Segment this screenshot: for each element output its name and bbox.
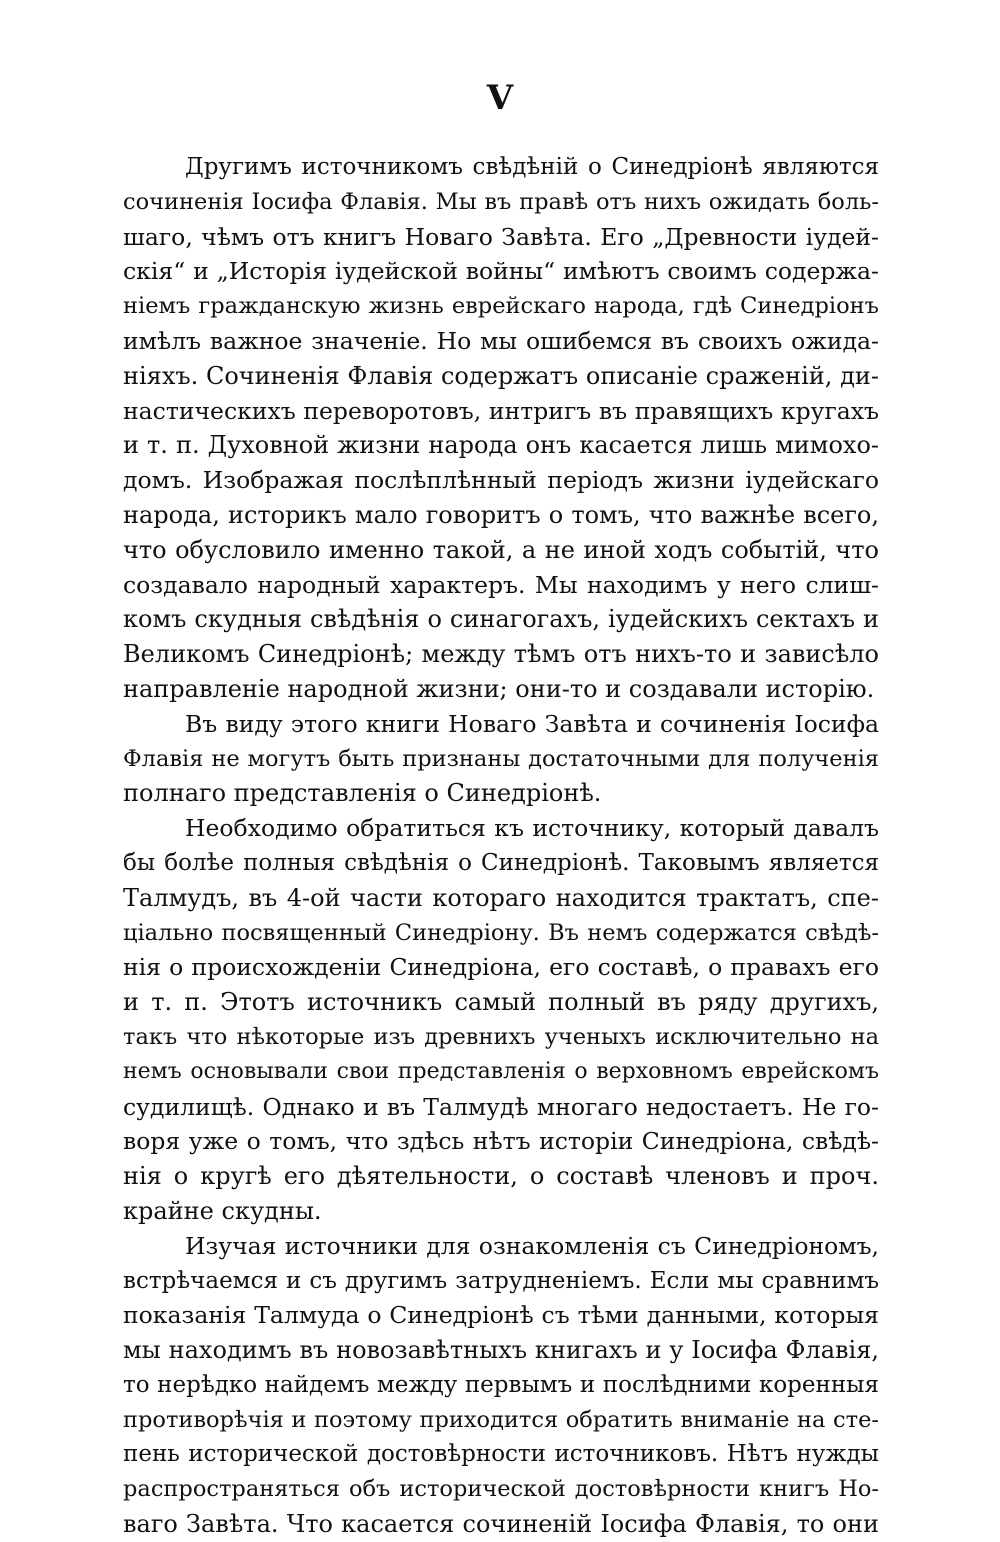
text-line: и т. п. Этотъ источникъ самый полный въ ряду другихъ,	[123, 988, 879, 1017]
text-line: ніемъ гражданскую жизнь еврейскаго народа, гдѣ Синедріонъ	[123, 293, 879, 320]
text-line: крайне скудны.	[123, 1196, 322, 1225]
text-line: ваго Завѣта. Что касается сочиненій Іосифа Флавія, то они	[123, 1510, 879, 1539]
text-line: народа, историкъ мало говоритъ о томъ, что важнѣе всего,	[123, 500, 879, 529]
text-line: Талмудъ, въ 4-ой части котораго находится трактатъ, спе-	[123, 883, 879, 912]
text-line: ніяхъ. Сочиненія Флавія содержатъ описаніе сраженій, ди-	[123, 361, 879, 390]
text-line: создавало народный характеръ. Мы находимъ у него слиш-	[123, 570, 879, 599]
text-line: Другимъ источникомъ свѣдѣній о Синедріонѣ являются	[185, 154, 879, 180]
text-line: Флавія не могутъ быть признаны достаточными для полученія	[123, 745, 879, 772]
text-line: противорѣчія и поэтому приходится обратить вниманіе на сте-	[123, 1406, 879, 1433]
text-line: бы болѣе полныя свѣдѣнія о Синедріонѣ. Таковымъ является	[123, 849, 879, 876]
text-line: нія о происхожденіи Синедріона, его составѣ, о правахъ его	[123, 953, 879, 982]
text-line: воря уже о томъ, что здѣсь нѣтъ исторіи Синедріона, свѣдѣ-	[123, 1127, 879, 1156]
text-line: показанія Талмуда о Синедріонѣ съ тѣми данными, которыя	[123, 1301, 879, 1330]
text-line: немъ основывали свои представленія о верховномъ еврейскомъ	[123, 1058, 879, 1084]
body-text	[123, 150, 879, 1542]
text-line: комъ скудныя свѣдѣнія о синагогахъ, іудейскихъ сектахъ и	[123, 605, 879, 634]
text-line: судилищѣ. Однако и въ Талмудѣ многаго недостаетъ. Не го-	[123, 1092, 879, 1121]
page-number: V	[486, 78, 514, 118]
text-line: пень исторической достовѣрности источниковъ. Нѣтъ нужды	[123, 1441, 879, 1468]
text-line: встрѣчаемся и съ другимъ затрудненіемъ. Если мы сравнимъ	[123, 1267, 879, 1294]
text-line: Великомъ Синедріонѣ; между тѣмъ отъ нихъ-то и зависѣло	[123, 640, 879, 669]
text-line: такъ что нѣкоторые изъ древнихъ ученыхъ исключительно на	[123, 1023, 879, 1050]
text-line: полнаго представленія о Синедріонѣ.	[123, 779, 602, 808]
text-line: имѣлъ важное значеніе. Но мы ошибемся въ своихъ ожида-	[123, 326, 879, 355]
text-line: то нерѣдко найдемъ между первымъ и послѣдними коренныя	[123, 1371, 879, 1398]
text-line: распространяться объ исторической достовѣрности книгъ Но-	[123, 1476, 879, 1503]
text-line: домъ. Изображая послѣплѣнный періодъ жизни іудейскаго	[123, 466, 879, 495]
text-line: Изучая источники для ознакомленія съ Синедріономъ,	[185, 1231, 879, 1260]
text-line: скія“ и „Исторія іудейской войны“ имѣютъ своимъ содержа-	[123, 257, 879, 286]
text-line: что обусловило именно такой, а не иной ходъ событій, что	[123, 535, 879, 564]
text-line: мы находимъ въ новозавѣтныхъ книгахъ и у Іосифа Флавія,	[123, 1336, 879, 1365]
text-line: ціально посвященный Синедріону. Въ немъ содержатся свѣдѣ-	[123, 919, 879, 946]
text-line: направленіе народной жизни; они-то и создавали исторію.	[123, 674, 875, 703]
text-line: Необходимо обратиться къ источнику, который давалъ	[185, 814, 879, 843]
text-line: сочиненія Іосифа Флавія. Мы въ правѣ отъ нихъ ожидать боль-	[123, 188, 879, 215]
text-line: и т. п. Духовной жизни народа онъ касается лишь мимохо-	[123, 431, 879, 460]
text-line: настическихъ переворотовъ, интригъ въ правящихъ кругахъ	[123, 396, 879, 425]
text-line: Въ виду этого книги Новаго Завѣта и сочиненія Іосифа	[185, 709, 879, 738]
text-line: шаго, чѣмъ отъ книгъ Новаго Завѣта. Его „Древности іудей-	[123, 222, 879, 251]
text-line: нія о кругѣ его дѣятельности, о составѣ членовъ и проч.	[123, 1162, 879, 1191]
